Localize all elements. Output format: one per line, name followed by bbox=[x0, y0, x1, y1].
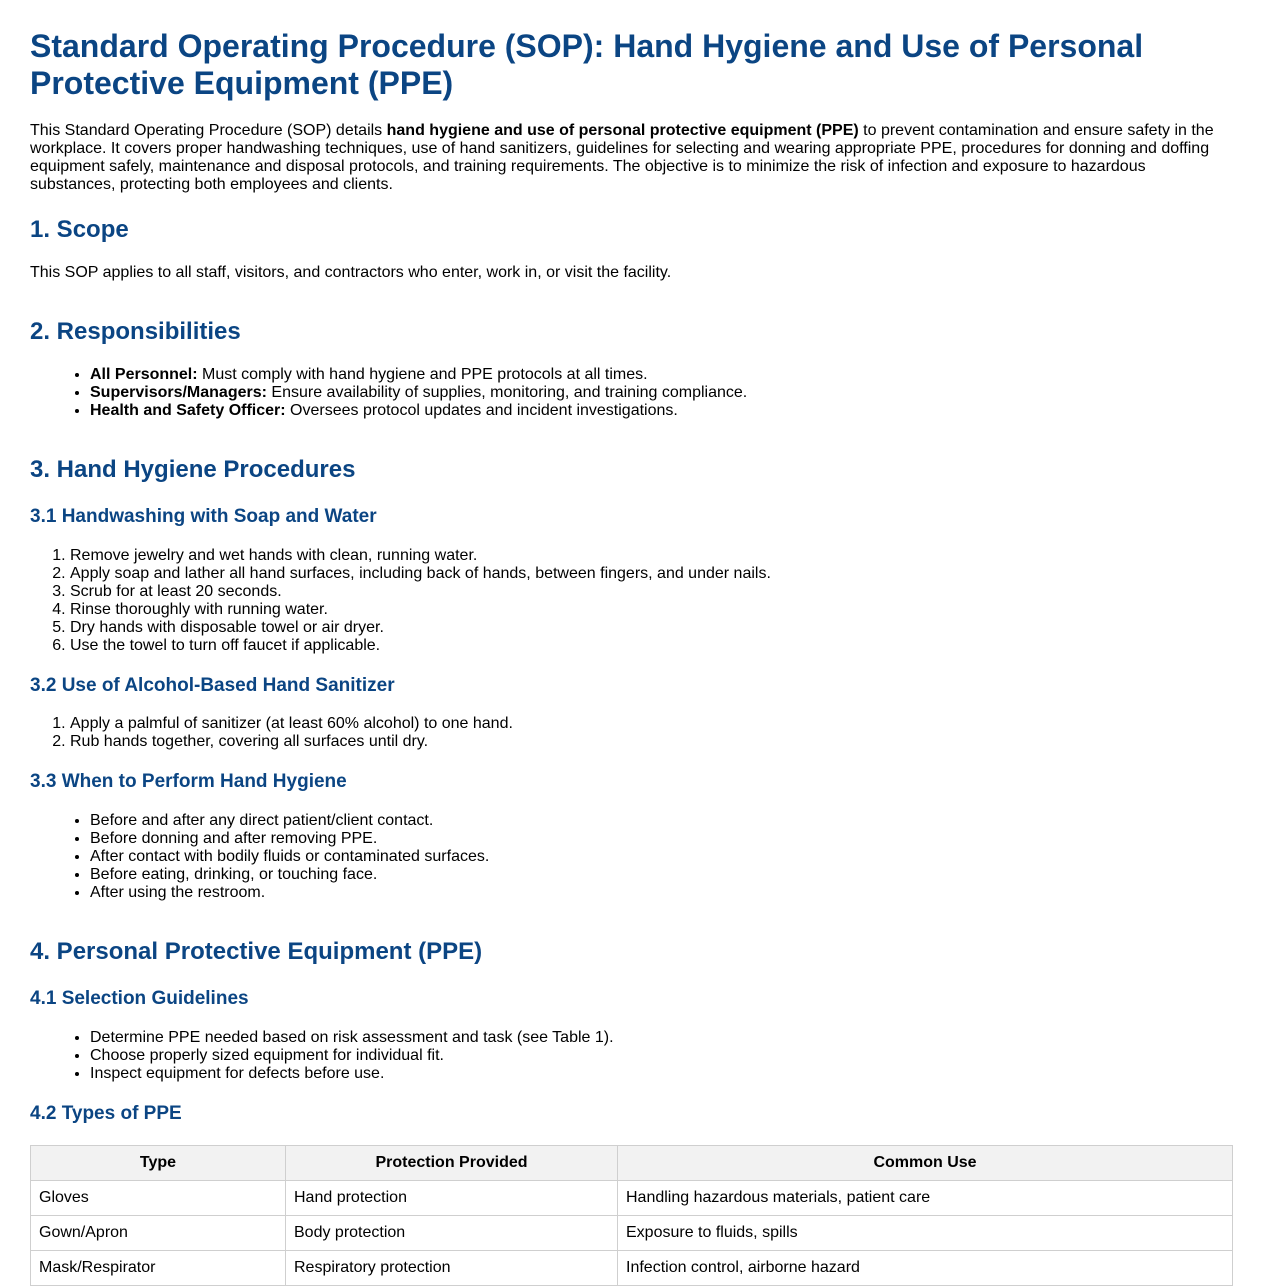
scope-heading: 1. Scope bbox=[30, 216, 129, 243]
selection-list bbox=[30, 1029, 1233, 1083]
ppe-types-heading: 4.2 Types of PPE bbox=[30, 1103, 182, 1124]
column-header-protection: Protection Provided bbox=[286, 1146, 618, 1181]
ppe-heading: 4. Personal Protective Equipment (PPE) bbox=[30, 938, 483, 965]
list-item: • Before donning and after removing PPE. bbox=[90, 830, 1233, 848]
list-item bbox=[90, 402, 1233, 420]
table-cell: Exposure to fluids, spills bbox=[618, 1216, 1233, 1251]
responsibilities-heading: 2. Responsibilities bbox=[30, 318, 241, 345]
list-item: 1. Apply a palmful of sanitizer (at least 60% alcohol) to one hand. bbox=[70, 715, 1233, 733]
hand-hygiene-heading: 3. Hand Hygiene Procedures bbox=[30, 456, 356, 483]
list-item: 3. Scrub for at least 20 seconds. bbox=[70, 583, 1233, 601]
sanitizer-heading: 3.2 Use of Alcohol-Based Hand Sanitizer bbox=[30, 675, 395, 696]
list-item: • Before eating, drinking, or touching face. bbox=[90, 866, 1233, 884]
handwashing-heading: 3.1 Handwashing with Soap and Water bbox=[30, 506, 377, 527]
table-cell: Body protection bbox=[286, 1216, 618, 1251]
table-row bbox=[31, 1181, 1233, 1216]
list-item: • Before and after any direct patient/client contact. bbox=[90, 812, 1233, 830]
list-item: 2. Rub hands together, covering all surfaces until dry. bbox=[70, 733, 1233, 751]
list-item: • After using the restroom. bbox=[90, 884, 1233, 902]
intro-bold-text: hand hygiene and use of personal protective equipment (PPE) bbox=[386, 122, 859, 139]
list-item: • Choose properly sized equipment for individual fit. bbox=[90, 1047, 1233, 1065]
selection-heading: 4.1 Selection Guidelines bbox=[30, 988, 249, 1009]
list-item: 6. Use the towel to turn off faucet if applicable. bbox=[70, 637, 1233, 655]
intro-paragraph bbox=[30, 122, 1233, 194]
table-cell: Respiratory protection bbox=[286, 1251, 618, 1286]
list-item bbox=[90, 384, 1233, 402]
table-cell: Gown/Apron bbox=[31, 1216, 286, 1251]
when-hygiene-heading: 3.3 When to Perform Hand Hygiene bbox=[30, 771, 347, 792]
role-description: Ensure availability of supplies, monitoring, and training compliance. bbox=[266, 384, 748, 401]
list-item: 5. Dry hands with disposable towel or air dryer. bbox=[70, 619, 1233, 637]
sanitizer-steps bbox=[30, 715, 1233, 751]
list-item: 4. Rinse thoroughly with running water. bbox=[70, 601, 1233, 619]
list-item: • Inspect equipment for defects before use. bbox=[90, 1065, 1233, 1083]
table-cell: Handling hazardous materials, patient care bbox=[618, 1181, 1233, 1216]
intro-text-start: This Standard Operating Procedure (SOP) details bbox=[30, 122, 387, 139]
list-item: • After contact with bodily fluids or contaminated surfaces. bbox=[90, 848, 1233, 866]
table-row bbox=[31, 1251, 1233, 1286]
column-header-type: Type bbox=[31, 1146, 286, 1181]
responsibilities-list bbox=[30, 366, 1233, 420]
handwashing-steps bbox=[30, 547, 1233, 655]
role-label: Supervisors/Managers: bbox=[90, 384, 267, 401]
list-item: • Determine PPE needed based on risk assessment and task (see Table 1). bbox=[90, 1029, 1233, 1047]
page-title: Standard Operating Procedure (SOP): Hand Hygiene and Use of Personal Protective Equipment (PPE) bbox=[30, 28, 1144, 101]
role-label: All Personnel: bbox=[90, 366, 198, 383]
intro-text-end: to prevent contamination and ensure safety in the workplace. It covers proper handwashing techniques, use of hand sanitizers, guidelines for selecting and wearing appropriate PPE, procedures for donning and doffing equipment safely, maintenance and disposal protocols, and training requirements. The objective is to minimize the risk of infection and exposure to hazardous substances, protecting both employees and clients. bbox=[30, 122, 1214, 193]
when-hygiene-list bbox=[30, 812, 1233, 902]
role-description: Must comply with hand hygiene and PPE protocols at all times. bbox=[197, 366, 648, 383]
list-item: 2. Apply soap and lather all hand surfaces, including back of hands, between fingers, and under nails. bbox=[70, 565, 1233, 583]
role-description: Oversees protocol updates and incident investigations. bbox=[285, 402, 678, 419]
ppe-types-table bbox=[30, 1145, 1233, 1286]
table-cell: Infection control, airborne hazard bbox=[618, 1251, 1233, 1286]
list-item: 1. Remove jewelry and wet hands with clean, running water. bbox=[70, 547, 1233, 565]
table-cell: Mask/Respirator bbox=[31, 1251, 286, 1286]
role-label: Health and Safety Officer: bbox=[90, 402, 286, 419]
column-header-common-use: Common Use bbox=[618, 1146, 1233, 1181]
table-header-row bbox=[31, 1146, 1233, 1181]
table-cell: Gloves bbox=[31, 1181, 286, 1216]
table-cell: Hand protection bbox=[286, 1181, 618, 1216]
list-item bbox=[90, 366, 1233, 384]
scope-text: This SOP applies to all staff, visitors, and contractors who enter, work in, or visit the facility. bbox=[30, 264, 672, 281]
table-row bbox=[31, 1216, 1233, 1251]
